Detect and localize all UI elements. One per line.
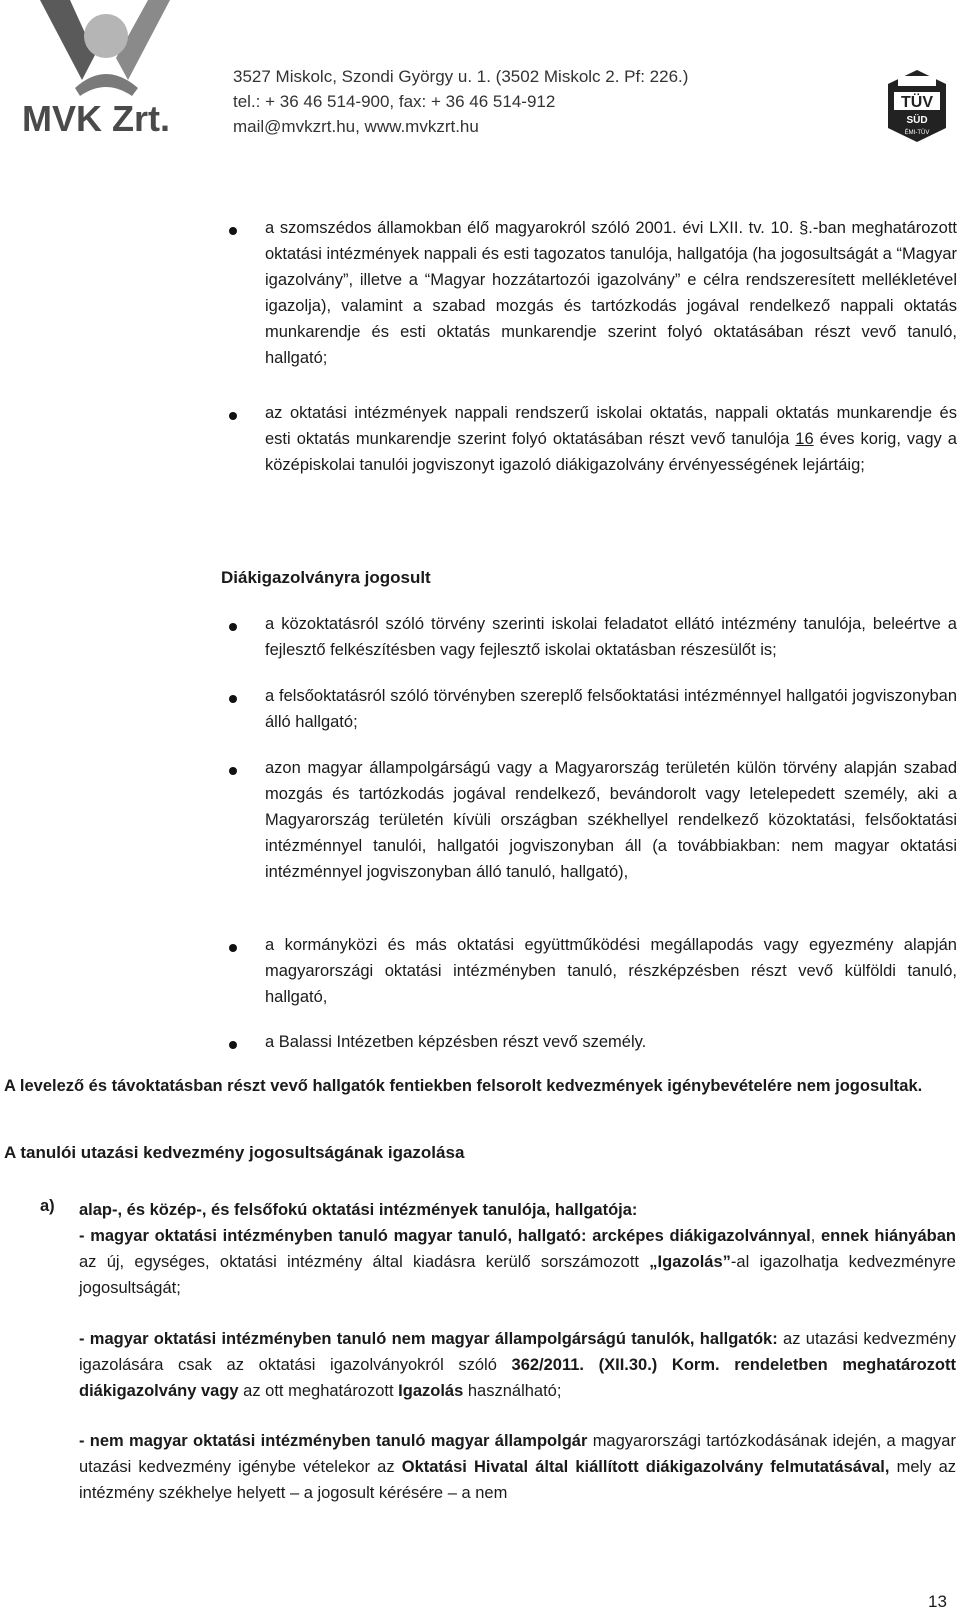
page-number: 13: [928, 1592, 947, 1611]
item-paragraph: - nem magyar oktatási intézményben tanuló magyar állampolgár magyarországi tartózkodásának idején, a magyar utazási kedvezmény igénybe vételekor az Oktatási Hivatal által kiállított diákigazolvány felmutatásával, mely az intézmény székhelye helyett – a jogosult kérésére – a nem: [79, 1432, 956, 1502]
address-line: 3527 Miskolc, Szondi György u. 1. (3502 Miskolc 2. Pf: 226.): [233, 67, 689, 86]
underlined-age: 16: [795, 430, 814, 448]
letterhead: [0, 0, 960, 150]
section-heading: A tanulói utazási kedvezmény jogosultságának igazolása: [4, 1143, 465, 1162]
tuv-certification-badge: [882, 68, 952, 144]
bullet-icon: [229, 412, 237, 420]
tuv-sub-text: SÜD: [906, 115, 928, 126]
bullet-icon: [229, 623, 237, 631]
section-heading: Diákigazolványra jogosult: [221, 568, 431, 587]
tuv-small-text: ÉMI-TÜV: [904, 130, 930, 136]
item-title: alap-, és közép-, és felsőfokú oktatási intézmények tanulója, hallgatója:: [79, 1201, 638, 1219]
list-item-text: a szomszédos államokban élő magyarokról szóló 2001. évi LXII. tv. 10. §.-ban meghatározott oktatási intézmények nappali és esti tagozatos tanulója, hallgatója (ha jogosultságát a “Magyar igazolvány”, illetve a “Magyar hozzátartozói igazolvány” e célra rendszeresített mellékletével igazolja), valamint a szabad mozgás és tartózkodás jogával rendelkező nappali oktatás munkarendje és esti oktatás munkarendje szerint folyó oktatásában részt vevő tanuló, hallgató;: [265, 219, 957, 367]
list-item-text: a felsőoktatásról szóló törvényben szereplő felsőoktatási intézménnyel hallgatói jogviszonyban álló hallgató;: [265, 687, 957, 731]
bullet-icon: [229, 1041, 237, 1049]
bullet-icon: [229, 227, 237, 235]
contact-block: [233, 64, 688, 139]
list-item-text: a Balassi Intézetben képzésben részt vevő személy.: [265, 1033, 647, 1051]
list-item-text: a közoktatásról szóló törvény szerinti iskolai feladatot ellátó intézmény tanulója, beleértve a fejlesztő felkészítésben vagy fejlesztő iskolai oktatásban részesülőt is;: [265, 615, 957, 659]
bullet-icon: [229, 695, 237, 703]
list-item-text: az oktatási intézmények nappali rendszerű iskolai oktatás, nappali oktatás munkarendje és esti oktatás munkarendje szerint folyó oktatásában részt vevő tanulója 16 éves korig, vagy a középiskolai tanulói jogviszonyt igazoló diákigazolvány érvényességének lejártáig;: [265, 404, 957, 474]
list-item-text: azon magyar állampolgárságú vagy a Magyarország területén külön törvény alapján szabad mozgás és tartózkodás jogával rendelkező, bevándorolt vagy letelepedett személy, aki a Magyarország területén kívüli országban székhellyel rendelkező közoktatási, felsőoktatási intézménnyel tanulói, hallgatói jogviszonyban áll (a továbbiakban: nem magyar oktatási intézménnyel jogviszonyban álló tanuló, hallgató),: [265, 759, 957, 881]
logo-mark-icon: [20, 0, 190, 100]
logo-text: MVK Zrt.: [22, 98, 170, 139]
bullet-icon: [229, 944, 237, 952]
mail-line: mail@mvkzrt.hu, www.mvkzrt.hu: [233, 117, 479, 136]
company-logo: [20, 0, 190, 145]
item-paragraph: - magyar oktatási intézményben tanuló magyar tanuló, hallgató: arcképes diákigazolvánnyal, ennek hiányában az új, egységes, oktatási intézmény által kiadásra kerülő sorszámozott „Igazolás”-al igazolhatja kedvezményre jogosultságát;: [79, 1227, 956, 1297]
list-item-text: a kormányközi és más oktatási együttműködési megállapodás vagy egyezmény alapján magyarországi oktatási intézményben tanuló, részképzésben részt vevő külföldi tanuló, hallgató,: [265, 936, 957, 1006]
tuv-seal-icon: [882, 68, 952, 144]
item-label: a): [40, 1197, 55, 1215]
item-paragraph: - magyar oktatási intézményben tanuló nem magyar állampolgárságú tanulók, hallgatók: az utazási kedvezmény igazolására csak az oktatási igazolványokról szóló 362/2011. (XII.30.) Korm. rendeletben meghatározott diákigazolvány vagy az ott meghatározott Igazolás használható;: [79, 1330, 956, 1400]
tuv-badge-text: TÜV: [901, 94, 933, 111]
phone-line: tel.: + 36 46 514-900, fax: + 36 46 514-912: [233, 92, 556, 111]
notice-paragraph: A levelező és távoktatásban részt vevő hallgatók fentiekben felsorolt kedvezmények igénybevételére nem jogosultak.: [4, 1077, 923, 1095]
bullet-icon: [229, 767, 237, 775]
